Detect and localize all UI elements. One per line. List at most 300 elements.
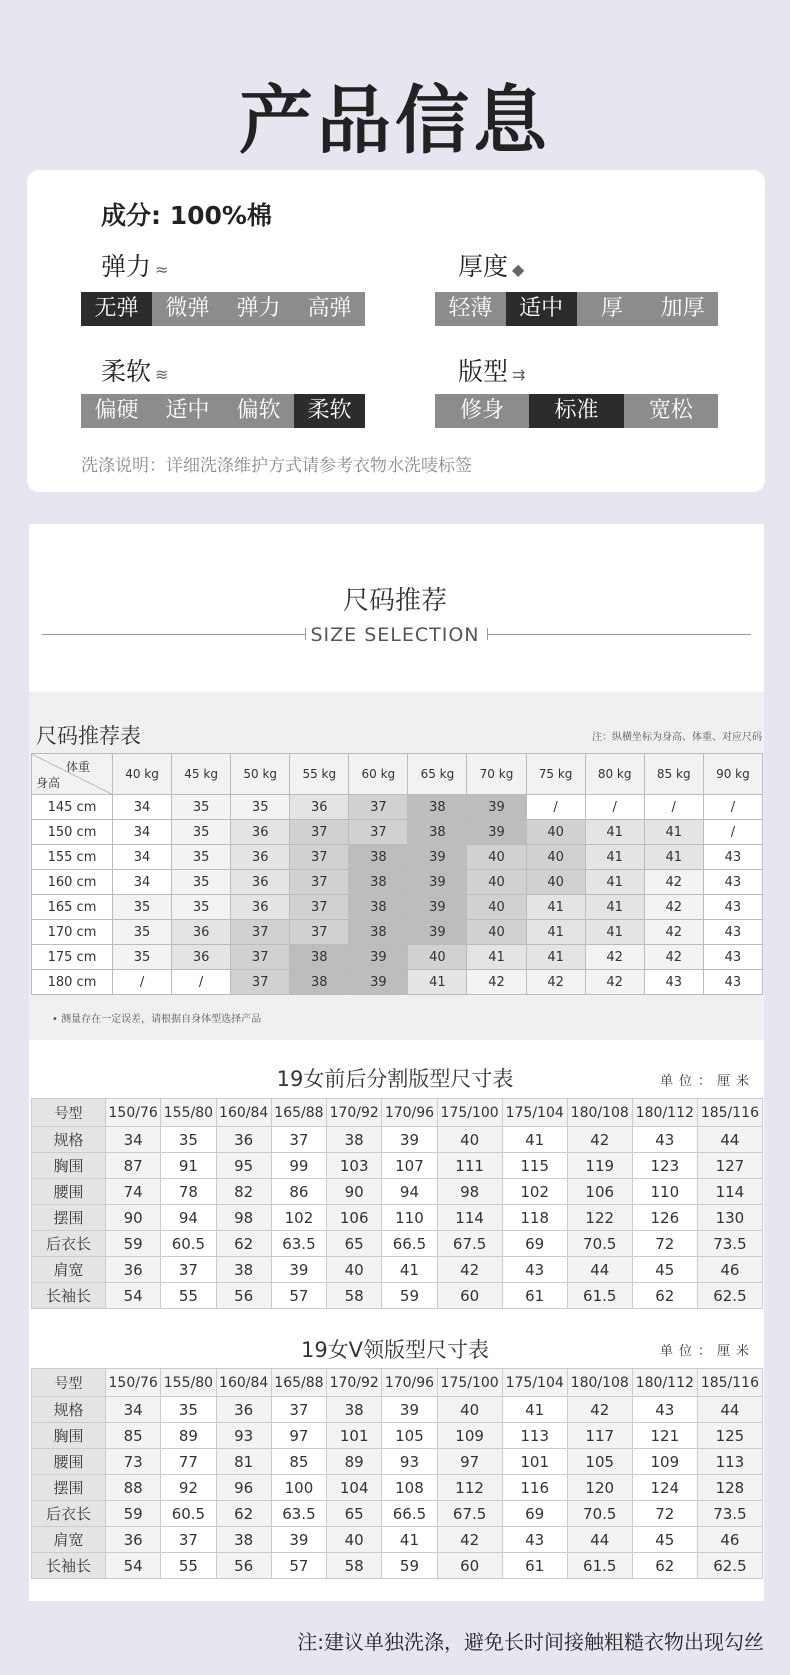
table-row (32, 1205, 763, 1231)
size-cell: 38 (290, 970, 349, 995)
thickness-scale (435, 292, 718, 326)
measurement-cell: 104 (327, 1475, 382, 1501)
measurement-cell: 37 (271, 1127, 326, 1153)
measurement-cell: 93 (382, 1449, 437, 1475)
measurement-cell: 55 (161, 1283, 216, 1309)
size-header: 185/116 (697, 1099, 762, 1127)
measurement-cell: 40 (437, 1397, 502, 1423)
size-table-vneck (31, 1368, 763, 1579)
size-cell: 36 (231, 870, 290, 895)
weight-header: 60 kg (349, 754, 408, 795)
measurement-cell: 110 (382, 1205, 437, 1231)
measurement-cell: 105 (567, 1449, 632, 1475)
measurement-cell: 85 (106, 1423, 161, 1449)
measurement-cell: 128 (697, 1475, 762, 1501)
size-header: 160/84 (216, 1369, 271, 1397)
size-cell: 36 (172, 920, 231, 945)
size-cell: 37 (349, 795, 408, 820)
measurement-cell: 54 (106, 1553, 161, 1579)
table-row (32, 1127, 763, 1153)
size-cell: 37 (290, 920, 349, 945)
size-header: 155/80 (161, 1099, 216, 1127)
scale-option: 适中 (165, 398, 210, 423)
size-header: 175/104 (502, 1099, 567, 1127)
size-cell: 35 (172, 845, 231, 870)
measurement-cell: 101 (502, 1449, 567, 1475)
measurement-cell: 35 (161, 1127, 216, 1153)
size-header: 170/96 (382, 1369, 437, 1397)
measurement-cell: 38 (216, 1527, 271, 1553)
measurement-cell: 61 (502, 1283, 567, 1309)
size-cell: 38 (290, 945, 349, 970)
scale-option: 微弹 (165, 296, 210, 321)
height-header: 175 cm (32, 945, 113, 970)
measurement-cell: 114 (437, 1205, 502, 1231)
size-cell: 40 (467, 870, 526, 895)
measurement-cell: 78 (161, 1179, 216, 1205)
measurement-cell: 39 (382, 1127, 437, 1153)
height-header: 160 cm (32, 870, 113, 895)
measurement-cell: 36 (106, 1527, 161, 1553)
measurement-cell: 98 (216, 1205, 271, 1231)
measurement-cell: 85 (271, 1449, 326, 1475)
measurement-cell: 94 (382, 1179, 437, 1205)
size-cell: 40 (526, 820, 585, 845)
row-label: 后衣长 (32, 1501, 106, 1527)
measurement-cell: 101 (327, 1423, 382, 1449)
measurement-cell: 120 (567, 1475, 632, 1501)
scale-option: 厚 (600, 296, 623, 321)
size-header: 175/104 (502, 1369, 567, 1397)
size-header: 180/112 (632, 1369, 697, 1397)
wash-instructions: 洗涤说明：详细洗涤维护方式请参考衣物水洗唛标签 (81, 456, 472, 476)
measurement-cell: 109 (632, 1449, 697, 1475)
measurement-cell: 66.5 (382, 1501, 437, 1527)
measurement-cell: 70.5 (567, 1501, 632, 1527)
table-row (32, 1283, 763, 1309)
measurement-cell: 62 (632, 1553, 697, 1579)
size-cell: 34 (113, 870, 172, 895)
measurement-cell: 110 (632, 1179, 697, 1205)
measurement-cell: 63.5 (271, 1501, 326, 1527)
measurement-cell: 62.5 (697, 1553, 762, 1579)
table-row (32, 1527, 763, 1553)
softness-scale (81, 394, 365, 428)
scale-option: 加厚 (660, 296, 705, 321)
scale-option: 无弹 (81, 292, 152, 326)
size-cell: 42 (585, 970, 644, 995)
measurement-cell: 130 (697, 1205, 762, 1231)
measurement-cell: 77 (161, 1449, 216, 1475)
height-header: 150 cm (32, 820, 113, 845)
table-row (32, 895, 763, 920)
table-b-unit: 单位：厘米 (660, 1344, 756, 1359)
size-header: 150/76 (106, 1099, 161, 1127)
measurement-cell: 65 (327, 1501, 382, 1527)
height-header: 165 cm (32, 895, 113, 920)
measurement-cell: 44 (567, 1527, 632, 1553)
weight-header: 75 kg (526, 754, 585, 795)
size-cell: 41 (585, 895, 644, 920)
measurement-cell: 125 (697, 1423, 762, 1449)
table-row (32, 920, 763, 945)
measurement-cell: 89 (161, 1423, 216, 1449)
header-label: 号型 (32, 1099, 106, 1127)
size-header: 155/80 (161, 1369, 216, 1397)
measurement-cell: 63.5 (271, 1231, 326, 1257)
size-cell: 41 (467, 945, 526, 970)
size-cell: 42 (467, 970, 526, 995)
measurement-cell: 44 (697, 1397, 762, 1423)
measurement-cell: 36 (216, 1127, 271, 1153)
measurement-cell: 40 (437, 1127, 502, 1153)
measurement-cell: 34 (106, 1397, 161, 1423)
size-cell: 39 (349, 945, 408, 970)
measurement-cell: 60.5 (161, 1231, 216, 1257)
size-cell: 35 (113, 920, 172, 945)
measurement-cell: 86 (271, 1179, 326, 1205)
size-recommendation-table (31, 753, 763, 995)
measurement-cell: 39 (382, 1397, 437, 1423)
measurement-cell: 121 (632, 1423, 697, 1449)
size-cell: 40 (467, 845, 526, 870)
size-cell: 37 (290, 870, 349, 895)
measurement-cell: 36 (106, 1257, 161, 1283)
size-cell: 40 (526, 870, 585, 895)
measurement-cell: 35 (161, 1397, 216, 1423)
measurement-cell: 62 (216, 1501, 271, 1527)
measurement-cell: 114 (697, 1179, 762, 1205)
row-label: 腰围 (32, 1449, 106, 1475)
size-cell: 41 (585, 920, 644, 945)
measurement-cell: 40 (327, 1527, 382, 1553)
measurement-cell: 62.5 (697, 1283, 762, 1309)
table-row (32, 820, 763, 845)
soft-icon: ≋ (155, 365, 169, 384)
size-header: 170/92 (327, 1369, 382, 1397)
measurement-cell: 44 (567, 1257, 632, 1283)
measurement-cell: 105 (382, 1423, 437, 1449)
size-cell: / (644, 795, 703, 820)
scale-option: 偏软 (236, 398, 281, 423)
table-row (32, 845, 763, 870)
header-label: 号型 (32, 1369, 106, 1397)
measurement-cell: 45 (632, 1257, 697, 1283)
size-cell: 40 (526, 845, 585, 870)
size-cell: 43 (703, 895, 762, 920)
size-cell: 43 (644, 970, 703, 995)
size-cell: 39 (408, 920, 467, 945)
measurement-cell: 38 (216, 1257, 271, 1283)
measurement-cell: 126 (632, 1205, 697, 1231)
size-cell: 43 (703, 945, 762, 970)
measurement-cell: 46 (697, 1527, 762, 1553)
size-cell: 35 (113, 895, 172, 920)
size-cell: 38 (349, 845, 408, 870)
size-cell: 37 (290, 845, 349, 870)
table-row (32, 1449, 763, 1475)
prop-label-thickness: 厚度 ◆ (458, 252, 525, 281)
measurement-cell: 38 (327, 1397, 382, 1423)
measurement-cell: 108 (382, 1475, 437, 1501)
table-a-title: 19女前后分割版型尺寸表 (276, 1067, 514, 1091)
scale-option: 弹力 (236, 296, 281, 321)
fit-scale (435, 394, 718, 428)
size-cell: 43 (703, 845, 762, 870)
measurement-cell: 43 (632, 1127, 697, 1153)
measurement-cell: 36 (216, 1397, 271, 1423)
measurement-cell: 46 (697, 1257, 762, 1283)
measurement-cell: 59 (382, 1283, 437, 1309)
measurement-cell: 34 (106, 1127, 161, 1153)
weight-header: 40 kg (113, 754, 172, 795)
size-cell: 39 (467, 795, 526, 820)
size-cell: 43 (703, 970, 762, 995)
size-cell: 37 (290, 820, 349, 845)
measurement-cell: 41 (382, 1527, 437, 1553)
measurement-cell: 118 (502, 1205, 567, 1231)
measurement-cell: 56 (216, 1553, 271, 1579)
size-cell: 36 (231, 820, 290, 845)
measurement-cell: 112 (437, 1475, 502, 1501)
measurement-cell: 90 (327, 1179, 382, 1205)
page-title: 产品信息 (239, 78, 551, 164)
row-label: 后衣长 (32, 1231, 106, 1257)
measurement-cell: 42 (437, 1257, 502, 1283)
weight-axis-label: 体重 (65, 760, 90, 774)
size-cell: / (585, 795, 644, 820)
measurement-cell: 73 (106, 1449, 161, 1475)
size-header: 170/92 (327, 1099, 382, 1127)
weight-header: 80 kg (585, 754, 644, 795)
size-cell: 37 (290, 895, 349, 920)
measurement-cell: 54 (106, 1283, 161, 1309)
table-row (32, 1179, 763, 1205)
size-cell: 41 (585, 820, 644, 845)
measurement-cell: 92 (161, 1475, 216, 1501)
measurement-cell: 42 (437, 1527, 502, 1553)
measurement-cell: 103 (327, 1153, 382, 1179)
table-row (32, 1397, 763, 1423)
size-cell: 40 (467, 895, 526, 920)
measurement-cell: 74 (106, 1179, 161, 1205)
table-row (32, 1423, 763, 1449)
measurement-cell: 122 (567, 1205, 632, 1231)
row-label: 长袖长 (32, 1553, 106, 1579)
measurement-cell: 61.5 (567, 1283, 632, 1309)
size-cell: 35 (172, 895, 231, 920)
weight-header: 90 kg (703, 754, 762, 795)
footer-note: 注:建议单独洗涤，避免长时间接触粗糙衣物出现勾丝 (297, 1630, 764, 1654)
height-header: 155 cm (32, 845, 113, 870)
measurement-cell: 61 (502, 1553, 567, 1579)
size-cell: 35 (113, 945, 172, 970)
measurement-cell: 69 (502, 1231, 567, 1257)
size-cell: 42 (644, 895, 703, 920)
size-cell: 39 (349, 970, 408, 995)
size-header: 185/116 (697, 1369, 762, 1397)
size-cell: 41 (644, 820, 703, 845)
table-row (32, 795, 763, 820)
measurement-cell: 97 (271, 1423, 326, 1449)
measurement-cell: 124 (632, 1475, 697, 1501)
measurement-cell: 95 (216, 1153, 271, 1179)
size-header: 150/76 (106, 1369, 161, 1397)
fit-icon: ⇉ (512, 365, 526, 384)
measurement-cell: 60 (437, 1283, 502, 1309)
row-label: 腰围 (32, 1179, 106, 1205)
size-header: 180/112 (632, 1099, 697, 1127)
row-label: 摆围 (32, 1475, 106, 1501)
table-row (32, 1257, 763, 1283)
size-cell: / (703, 820, 762, 845)
corner-header (32, 754, 113, 795)
measurement-cell: 88 (106, 1475, 161, 1501)
size-cell: 41 (526, 920, 585, 945)
measurement-cell: 66.5 (382, 1231, 437, 1257)
measurement-cell: 73.5 (697, 1231, 762, 1257)
measurement-cell: 37 (271, 1397, 326, 1423)
table-a-unit: 单位：厘米 (660, 1074, 756, 1089)
size-cell: 35 (172, 795, 231, 820)
measurement-cell: 119 (567, 1153, 632, 1179)
prop-label-elasticity: 弹力 ≈ (101, 252, 169, 281)
row-label: 规格 (32, 1127, 106, 1153)
size-header: 175/100 (437, 1099, 502, 1127)
measurement-cell: 37 (161, 1257, 216, 1283)
measurement-cell: 67.5 (437, 1501, 502, 1527)
weight-header: 85 kg (644, 754, 703, 795)
measurement-cell: 100 (271, 1475, 326, 1501)
size-cell: 42 (644, 920, 703, 945)
size-header: 180/108 (567, 1369, 632, 1397)
size-cell: 41 (644, 845, 703, 870)
measurement-cell: 123 (632, 1153, 697, 1179)
size-cell: 35 (172, 870, 231, 895)
measurement-cell: 41 (502, 1397, 567, 1423)
scale-option: 柔软 (294, 394, 365, 428)
measurement-cell: 62 (632, 1283, 697, 1309)
measurement-cell: 58 (327, 1553, 382, 1579)
size-cell: 40 (467, 920, 526, 945)
size-cell: 38 (408, 795, 467, 820)
measurement-cell: 107 (382, 1153, 437, 1179)
measurement-cell: 43 (502, 1527, 567, 1553)
size-cell: 41 (585, 870, 644, 895)
height-axis-label: 身高 (36, 776, 61, 790)
size-cell: 37 (231, 920, 290, 945)
table-row (32, 1501, 763, 1527)
scale-option: 高弹 (307, 296, 352, 321)
measurement-cell: 72 (632, 1501, 697, 1527)
size-cell: 39 (408, 845, 467, 870)
measurement-cell: 62 (216, 1231, 271, 1257)
row-label: 规格 (32, 1397, 106, 1423)
measurement-cell: 40 (327, 1257, 382, 1283)
size-cell: / (172, 970, 231, 995)
size-cell: 38 (408, 820, 467, 845)
size-header: 160/84 (216, 1099, 271, 1127)
measurement-cell: 59 (106, 1501, 161, 1527)
rec-table-title: 尺码推荐表 (36, 724, 141, 748)
size-cell: 37 (349, 820, 408, 845)
row-label: 胸围 (32, 1423, 106, 1449)
row-label: 肩宽 (32, 1257, 106, 1283)
measurement-cell: 81 (216, 1449, 271, 1475)
measurement-cell: 93 (216, 1423, 271, 1449)
measurement-cell: 117 (567, 1423, 632, 1449)
height-header: 145 cm (32, 795, 113, 820)
table-row (32, 1153, 763, 1179)
measurement-cell: 69 (502, 1501, 567, 1527)
size-cell: 42 (644, 945, 703, 970)
measurement-cell: 96 (216, 1475, 271, 1501)
size-header: 170/96 (382, 1099, 437, 1127)
row-label: 肩宽 (32, 1527, 106, 1553)
weight-header: 70 kg (467, 754, 526, 795)
measurement-cell: 87 (106, 1153, 161, 1179)
size-cell: 34 (113, 795, 172, 820)
measurement-cell: 91 (161, 1153, 216, 1179)
size-cell: 36 (231, 845, 290, 870)
measurement-cell: 42 (567, 1397, 632, 1423)
measurement-cell: 102 (502, 1179, 567, 1205)
size-cell: 41 (585, 845, 644, 870)
size-cell: / (113, 970, 172, 995)
size-cell: 37 (231, 970, 290, 995)
measurement-cell: 97 (437, 1449, 502, 1475)
height-header: 170 cm (32, 920, 113, 945)
measurement-cell: 90 (106, 1205, 161, 1231)
size-cell: 36 (172, 945, 231, 970)
prop-label-softness: 柔软 ≋ (101, 357, 169, 386)
measurement-cell: 43 (632, 1397, 697, 1423)
weight-header: 65 kg (408, 754, 467, 795)
measurement-cell: 59 (382, 1553, 437, 1579)
size-cell: 35 (172, 820, 231, 845)
measurement-cell: 73.5 (697, 1501, 762, 1527)
size-cell: 41 (526, 895, 585, 920)
measurement-cell: 82 (216, 1179, 271, 1205)
size-cell: / (526, 795, 585, 820)
measurement-cell: 72 (632, 1231, 697, 1257)
rec-table-note: 注：纵横坐标为身高、体重、对应尺码 (592, 732, 762, 743)
measurement-cell: 43 (502, 1257, 567, 1283)
prop-label-fit: 版型 ⇉ (458, 357, 526, 386)
measurement-cell: 113 (502, 1423, 567, 1449)
table-row (32, 1475, 763, 1501)
measurement-cell: 111 (437, 1153, 502, 1179)
rec-table-footnote: • 测量存在一定误差，请根据自身体型选择产品 (52, 1014, 262, 1025)
size-cell: 34 (113, 845, 172, 870)
size-section-subtitle: SIZE SELECTION (310, 624, 480, 646)
measurement-cell: 39 (271, 1527, 326, 1553)
size-header: 165/88 (271, 1369, 326, 1397)
size-cell: 42 (526, 970, 585, 995)
elasticity-scale (81, 292, 365, 326)
measurement-cell: 99 (271, 1153, 326, 1179)
table-row (32, 870, 763, 895)
measurement-cell: 56 (216, 1283, 271, 1309)
measurement-cell: 41 (502, 1127, 567, 1153)
row-label: 胸围 (32, 1153, 106, 1179)
size-section-title: 尺码推荐 (342, 586, 447, 616)
size-cell: 38 (349, 895, 408, 920)
size-cell: 43 (703, 920, 762, 945)
size-cell: 37 (231, 945, 290, 970)
measurement-cell: 113 (697, 1449, 762, 1475)
table-row (32, 945, 763, 970)
